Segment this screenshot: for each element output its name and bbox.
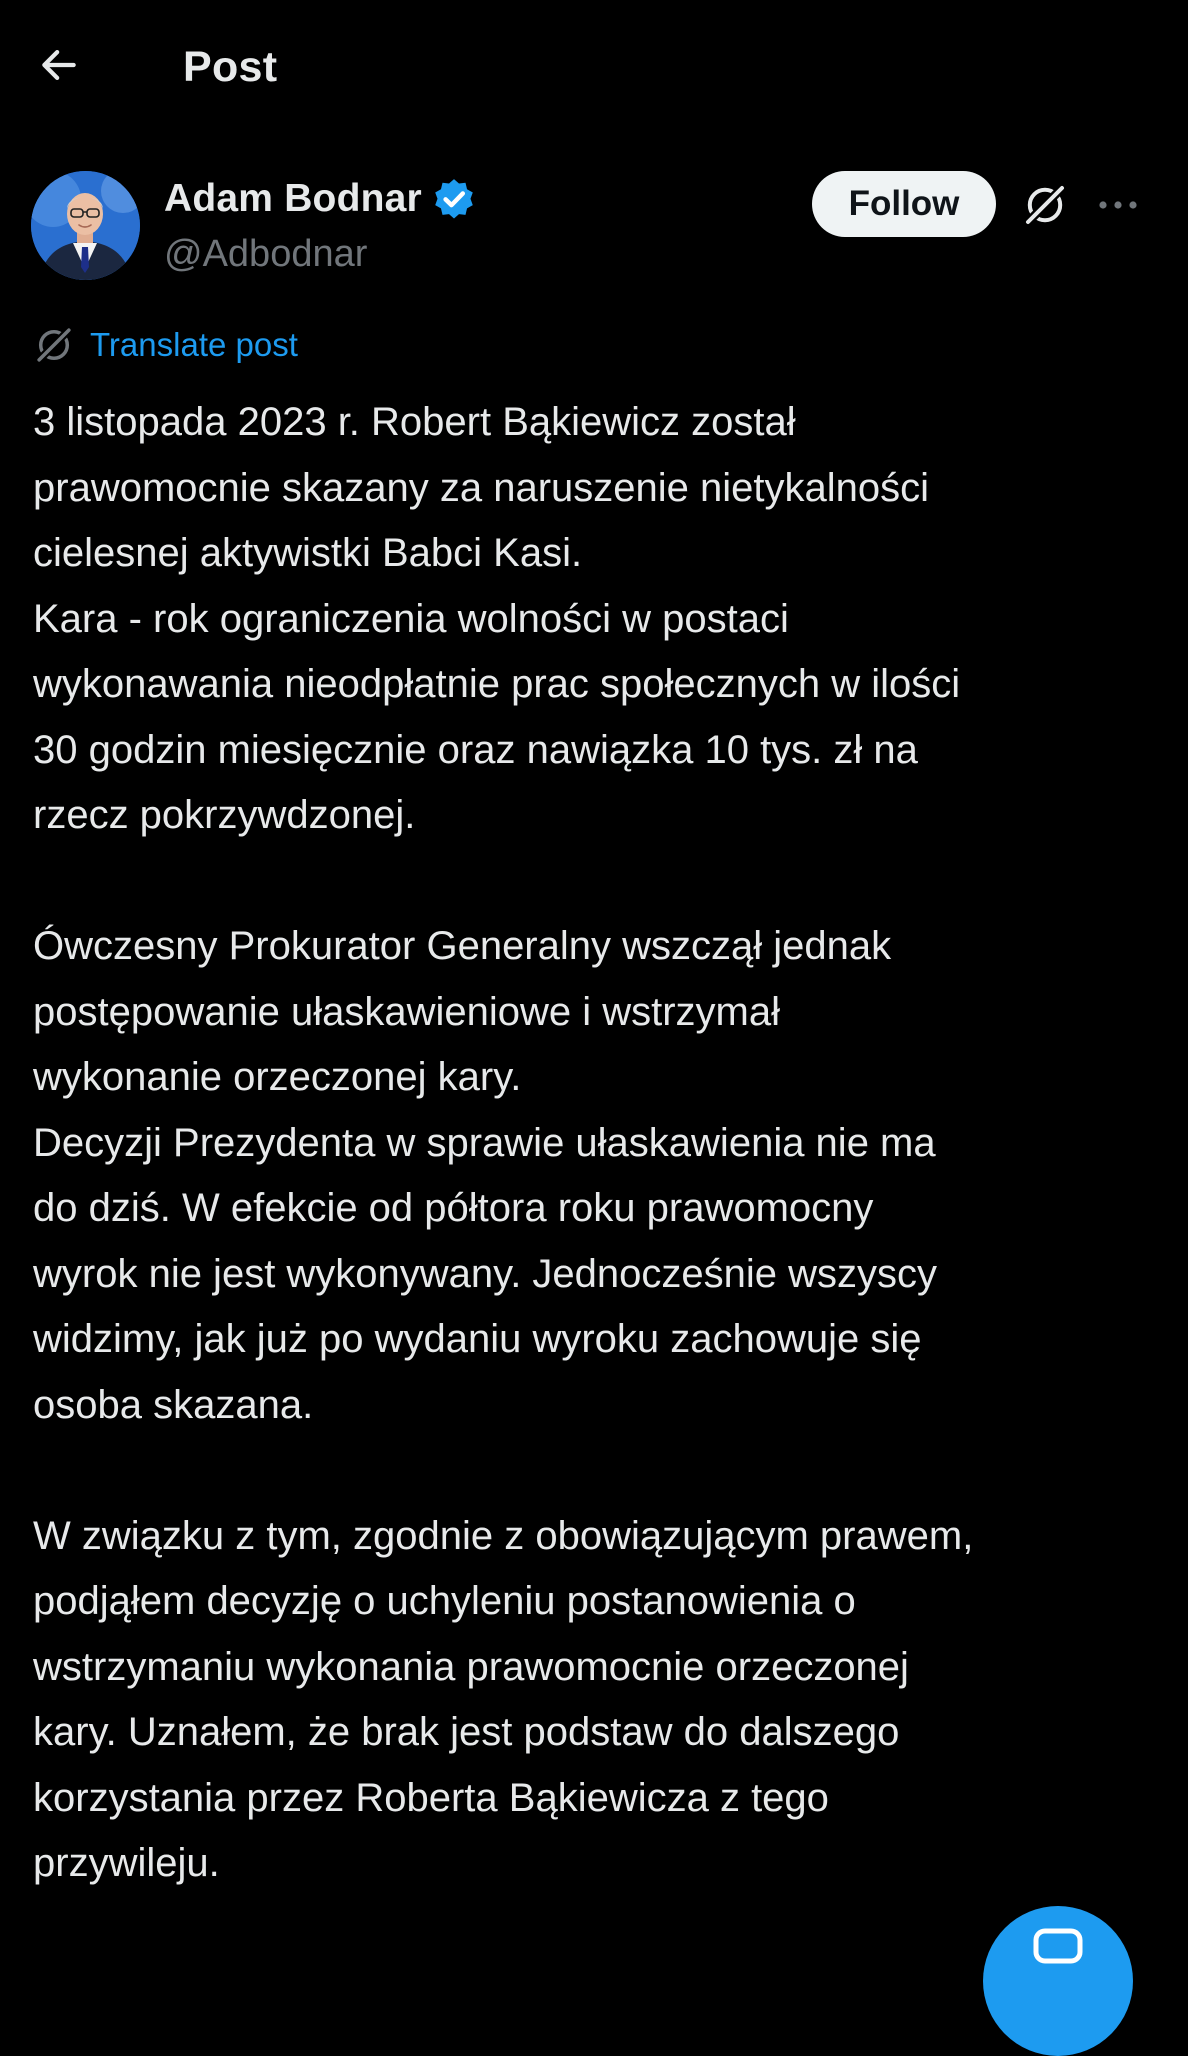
- post-line: wyrok nie jest wykonywany. Jednocześnie wszyscy: [33, 1251, 938, 1296]
- paragraph-gap: [33, 849, 1163, 915]
- author-handle[interactable]: @Adbodnar: [164, 233, 368, 275]
- post-line: postępowanie ułaskawieniowe i wstrzymał: [33, 989, 781, 1034]
- post-line: widzimy, jak już po wydaniu wyroku zachowuje się: [33, 1317, 922, 1361]
- grok-translate-icon: [33, 324, 75, 366]
- post-text: [33, 390, 1163, 1897]
- author-name[interactable]: Adam Bodnar: [164, 177, 422, 220]
- page-title: Post: [183, 43, 278, 91]
- arrow-left-icon: [37, 43, 81, 87]
- paragraph-gap: [33, 1438, 1163, 1504]
- post-line: rzecz pokrzywdzonej.: [33, 793, 416, 837]
- back-button[interactable]: [30, 36, 88, 94]
- post-line: Decyzji Prezydenta w sprawie ułaskawienia nie ma: [33, 1120, 936, 1165]
- more-dots-icon: [1096, 198, 1140, 212]
- post-line: Ówczesny Prokurator Generalny wszczął jednak: [33, 924, 892, 968]
- post-line: do dziś. W efekcie od półtora roku prawomocny: [33, 1186, 874, 1230]
- post-line: przywileju.: [33, 1841, 220, 1885]
- post-line: prawomocnie skazany za naruszenie nietykalności: [33, 465, 930, 510]
- grok-button[interactable]: [1016, 176, 1074, 234]
- grok-icon: [1021, 181, 1069, 229]
- avatar-image: [31, 171, 140, 280]
- post-line: cielesnej aktywistki Babci Kasi.: [33, 531, 583, 575]
- post-line: kary. Uznałem, że brak jest podstaw do dalszego: [33, 1710, 900, 1754]
- post-line: 30 godzin miesięcznie oraz nawiązka 10 tys. zł na: [33, 727, 918, 772]
- post-line: W związku z tym, zgodnie z obowiązującym prawem,: [33, 1513, 974, 1558]
- verified-badge-icon[interactable]: [431, 176, 477, 222]
- compose-icon: [1033, 1928, 1083, 1964]
- post-line: Kara - rok ograniczenia wolności w postaci: [33, 596, 789, 641]
- more-options-button[interactable]: [1088, 176, 1148, 234]
- avatar[interactable]: [31, 171, 140, 280]
- author-name-row[interactable]: [164, 172, 477, 226]
- compose-fab-button[interactable]: [983, 1906, 1133, 2056]
- post-line: podjąłem decyzję o uchyleniu postanowienia o: [33, 1579, 856, 1623]
- post-line: wykonawania nieodpłatnie prac społecznych w ilości: [33, 662, 961, 706]
- post-line: wykonanie orzeczonej kary.: [33, 1055, 522, 1099]
- post-line: osoba skazana.: [33, 1382, 314, 1427]
- post-line: korzystania przez Roberta Bąkiewicza z tego: [33, 1775, 829, 1820]
- post-line: 3 listopada 2023 r. Robert Bąkiewicz został: [33, 400, 796, 444]
- translate-post-label[interactable]: Translate post: [90, 326, 298, 363]
- top-bar: [0, 0, 1188, 132]
- post-line: wstrzymaniu wykonania prawomocnie orzeczonej: [33, 1644, 909, 1689]
- translate-post-link[interactable]: [33, 322, 298, 368]
- follow-button[interactable]: Follow: [812, 171, 996, 237]
